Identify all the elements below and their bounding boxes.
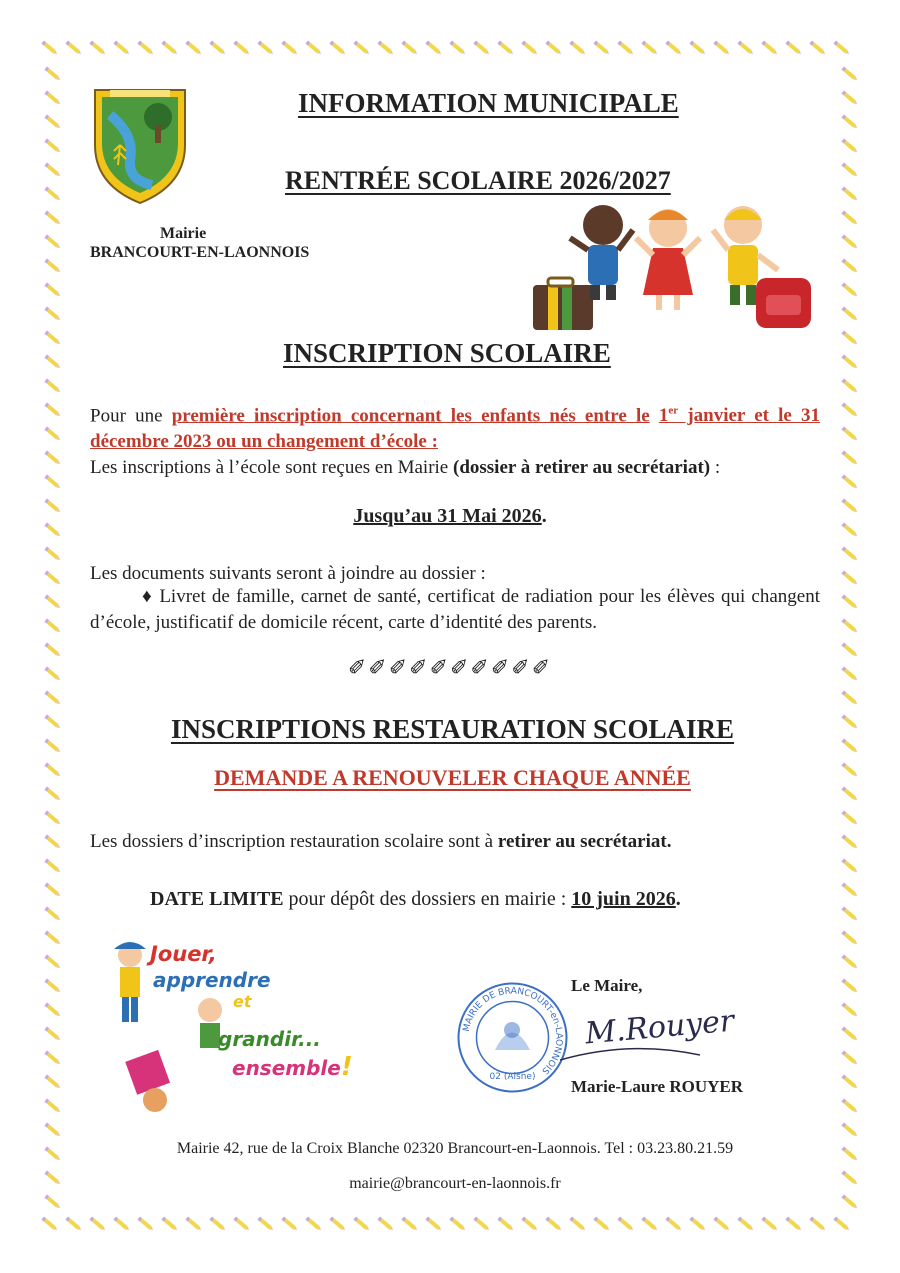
pencil-icon — [44, 451, 61, 466]
restauration-deadline — [150, 888, 681, 911]
pencil-icon — [137, 1217, 154, 1232]
pencil-icon — [841, 1051, 858, 1066]
motto-illustration — [100, 935, 360, 1115]
pencil-icon — [473, 41, 490, 56]
highlight-day: 1 — [658, 405, 669, 427]
coat-of-arms-logo — [90, 85, 190, 205]
pencil-icon — [689, 41, 706, 56]
pencil-icon — [44, 355, 61, 370]
intro-prefix: Pour une — [90, 405, 163, 427]
pencil-icon — [44, 307, 61, 322]
town-stamp — [455, 980, 570, 1095]
pencil-icon — [44, 331, 61, 346]
pencil-icon — [841, 547, 858, 562]
highlight-line2: janvier et le 31 décembre 2023 ou un changement d’école — [90, 405, 821, 453]
pencil-icon — [841, 355, 858, 370]
pencil-icon — [44, 1003, 61, 1018]
documents-list — [90, 584, 820, 636]
pencil-icon — [89, 1217, 106, 1232]
pencil-icon — [209, 1217, 226, 1232]
pencil-icon — [65, 41, 82, 56]
pencil-icon — [329, 1217, 346, 1232]
mayor-signature: M.Rouyer — [583, 1003, 736, 1052]
pencil-icon — [785, 1217, 802, 1232]
pencil-icon — [65, 1217, 82, 1232]
footer-address: Mairie 42, rue de la Croix Blanche 02320 Brancourt-en-Laonnois. Tel : 03.23.80.21.59 — [176, 1140, 734, 1157]
pencil-icon — [44, 979, 61, 994]
pencil-icon — [89, 41, 106, 56]
reception-end: : — [710, 457, 721, 479]
pencil-icon — [737, 1217, 754, 1232]
restauration-heading: INSCRIPTIONS RESTAURATION SCOLAIRE — [170, 714, 735, 744]
pencil-icon — [841, 595, 858, 610]
pencil-icon — [841, 115, 858, 130]
pencil-icon — [841, 475, 858, 490]
page-subtitle: RENTRÉE SCOLAIRE 2026/2027 — [285, 166, 671, 195]
pencil-icon — [353, 1217, 370, 1232]
pencil-icon — [257, 41, 274, 56]
pencil-icon — [377, 1217, 394, 1232]
pencil-icon — [713, 41, 730, 56]
motto-word-5 — [232, 1052, 353, 1082]
commune-name: BRANCOURT-EN-LAONNOIS — [90, 244, 310, 261]
mairie-label: Mairie — [160, 225, 207, 242]
pencil-icon — [44, 1051, 61, 1066]
page-title: INFORMATION MUNICIPALE — [298, 88, 679, 118]
pencil-icon — [329, 41, 346, 56]
mayor-name: Marie-Laure ROUYER — [571, 1077, 744, 1096]
pencil-icon — [44, 259, 61, 274]
pencil-icon — [449, 41, 466, 56]
pencil-icon — [44, 835, 61, 850]
pencil-icon — [185, 41, 202, 56]
pencil-icon — [809, 1217, 826, 1232]
pencil-icon — [841, 1075, 858, 1090]
pencil-icon — [841, 931, 858, 946]
pencil-icon — [641, 1217, 658, 1232]
reception-bold: (dossier à retirer au secrétariat) — [453, 457, 711, 479]
pencil-icon — [44, 115, 61, 130]
stamp-bottom-text: 02 (Aisne) — [489, 1072, 536, 1082]
pencil-icon — [841, 907, 858, 922]
pencil-icon — [44, 379, 61, 394]
pencil-icon — [841, 979, 858, 994]
pencil-icon — [44, 1075, 61, 1090]
pencil-icon — [44, 907, 61, 922]
pencil-icon — [617, 1217, 634, 1232]
pencil-icon — [305, 1217, 322, 1232]
pencil-icon — [161, 41, 178, 56]
pencil-icon — [44, 91, 61, 106]
pencil-icon — [737, 41, 754, 56]
pencil-icon — [425, 1217, 442, 1232]
reception-line: Les inscriptions à l’école sont reçues en Mairie — [90, 457, 449, 479]
motto-word-2: apprendre — [153, 968, 271, 992]
signature-stroke — [560, 1045, 700, 1065]
pencil-icon — [521, 41, 538, 56]
highlight-colon: : — [426, 431, 438, 453]
pencil-icon — [841, 835, 858, 850]
children-illustration — [528, 200, 818, 335]
pencil-icon — [841, 91, 858, 106]
pencil-icon — [113, 41, 130, 56]
inscription-deadline — [0, 505, 900, 528]
restauration-line — [90, 831, 671, 853]
pencil-icon — [401, 1217, 418, 1232]
pencil-icon — [841, 259, 858, 274]
pencil-icon — [425, 41, 442, 56]
pencil-icon — [44, 931, 61, 946]
pencil-icon — [521, 1217, 538, 1232]
pencil-icon — [137, 41, 154, 56]
pencil-icon — [841, 1027, 858, 1042]
pencil-icon — [281, 41, 298, 56]
pencil-icon — [44, 955, 61, 970]
pencil-icon — [841, 1123, 858, 1138]
pencil-icon — [841, 67, 858, 82]
pencil-icon — [281, 1217, 298, 1232]
pencil-icon — [569, 1217, 586, 1232]
pencil-icon — [113, 1217, 130, 1232]
deadline-date: Jusqu’au 31 Mai 2026 — [353, 505, 542, 527]
pencil-icon — [833, 1217, 850, 1232]
restauration-bold: retirer au secrétariat — [497, 831, 667, 852]
pencil-icon — [257, 1217, 274, 1232]
pencil-icon — [841, 883, 858, 898]
pencil-icon — [689, 1217, 706, 1232]
pencil-icon — [44, 571, 61, 586]
pencil-icon — [841, 619, 858, 634]
pencil-icon — [713, 1217, 730, 1232]
deadline-value-end: . — [675, 888, 681, 910]
pencil-icon — [44, 67, 61, 82]
bullet-diamond: ♦ — [142, 586, 154, 607]
pencil-icon — [44, 619, 61, 634]
pencil-icon — [353, 41, 370, 56]
motto-word-1: Jouer, — [150, 942, 217, 966]
pencil-icon — [841, 331, 858, 346]
pencil-icon — [841, 811, 858, 826]
pencil-icon — [185, 1217, 202, 1232]
highlight-sup: er — [668, 405, 679, 417]
pencil-icon — [44, 475, 61, 490]
pencil-icon — [617, 41, 634, 56]
pencil-icon — [377, 41, 394, 56]
pencil-icon — [665, 41, 682, 56]
pencil-icon — [841, 379, 858, 394]
motto-exclamation: ! — [340, 1052, 353, 1082]
inscription-heading: INSCRIPTION SCOLAIRE — [283, 338, 611, 368]
pencil-icon — [44, 1123, 61, 1138]
pencil-icon — [841, 571, 858, 586]
pencil-icon — [841, 859, 858, 874]
pencil-icon — [833, 41, 850, 56]
pencil-icon — [545, 1217, 562, 1232]
pencil-icon — [209, 41, 226, 56]
pencil-icon — [44, 1027, 61, 1042]
pencil-icon — [841, 451, 858, 466]
deadline-label: DATE LIMITE — [150, 888, 284, 910]
pencil-icon — [841, 163, 858, 178]
pencil-icon — [161, 1217, 178, 1232]
pencil-icon — [497, 1217, 514, 1232]
pencil-icon — [841, 211, 858, 226]
pencil-icon — [44, 595, 61, 610]
pencil-icon — [44, 859, 61, 874]
documents-intro: Les documents suivants seront à joindre au dossier : — [90, 563, 486, 584]
restauration-end: . — [666, 831, 672, 852]
pencil-icon — [841, 1099, 858, 1114]
pencil-icon — [44, 691, 61, 706]
stamp-arc-text: MAIRIE DE BRANCOURT-en-LAONNOIS — [461, 986, 564, 1076]
pencil-icon — [44, 1099, 61, 1114]
pencil-icon — [841, 955, 858, 970]
highlight-line1: première inscription concernant les enfants nés entre le — [171, 405, 650, 427]
deadline-value: 10 juin 2026 — [571, 888, 676, 910]
pencil-icon — [44, 1195, 61, 1210]
motto-word-4: grandir... — [218, 1027, 321, 1051]
pencil-icon — [841, 691, 858, 706]
pencil-icon — [841, 1195, 858, 1210]
pencil-icon — [233, 41, 250, 56]
inscription-paragraph — [90, 398, 820, 481]
restauration-subheading: DEMANDE A RENOUVELER CHAQUE ANNÉE — [214, 765, 691, 790]
pencil-icon — [841, 139, 858, 154]
pencil-icon — [569, 41, 586, 56]
pencil-icon — [473, 1217, 490, 1232]
pencil-icon — [497, 41, 514, 56]
deadline-text: pour dépôt des dossiers en mairie : — [283, 888, 572, 910]
pencil-icon — [641, 41, 658, 56]
documents-text: Livret de famille, carnet de santé, certificat de radiation pour les élèves qui changent d’école, justificatif de domicile récent, carte d’identité des parents. — [90, 586, 820, 633]
pencil-icon — [545, 41, 562, 56]
motto-word-3: et — [233, 992, 252, 1011]
pencil-icon — [785, 41, 802, 56]
footer-email: mairie@brancourt-en-laonnois.fr — [349, 1175, 561, 1192]
pencil-icon — [841, 427, 858, 442]
pencil-icon — [44, 235, 61, 250]
pencil-icon — [761, 1217, 778, 1232]
motto-word-ensemble: ensemble — [232, 1056, 341, 1080]
pencil-icon — [761, 41, 778, 56]
pencil-icon — [449, 1217, 466, 1232]
pencil-icon — [593, 1217, 610, 1232]
pencil-icon — [841, 235, 858, 250]
pencil-icon — [841, 1003, 858, 1018]
pencil-icon — [44, 403, 61, 418]
pencil-icon — [841, 403, 858, 418]
restauration-prefix: Les dossiers d’inscription restauration scolaire sont à — [90, 831, 494, 852]
pencil-icon — [41, 1217, 58, 1232]
pencil-icon — [841, 187, 858, 202]
pencil-icon — [44, 211, 61, 226]
pencil-icon — [593, 41, 610, 56]
pencil-icon — [233, 1217, 250, 1232]
pencil-icon — [44, 283, 61, 298]
pencil-icon — [305, 41, 322, 56]
pencil-icon — [44, 883, 61, 898]
pencil-icon — [841, 283, 858, 298]
pencil-icon — [41, 41, 58, 56]
pencil-icon — [44, 163, 61, 178]
pencil-icon — [44, 811, 61, 826]
pencil-icon — [841, 307, 858, 322]
pencil-icon — [665, 1217, 682, 1232]
pencil-icon — [44, 139, 61, 154]
pencil-icon — [809, 41, 826, 56]
pencil-separator: ✐✐✐✐✐✐✐✐✐✐ — [347, 656, 553, 681]
pencil-icon — [44, 187, 61, 202]
pencil-icon — [44, 547, 61, 562]
mayor-role: Le Maire, — [571, 976, 643, 995]
pencil-icon — [401, 41, 418, 56]
deadline-end: . — [541, 505, 547, 527]
pencil-icon — [44, 427, 61, 442]
